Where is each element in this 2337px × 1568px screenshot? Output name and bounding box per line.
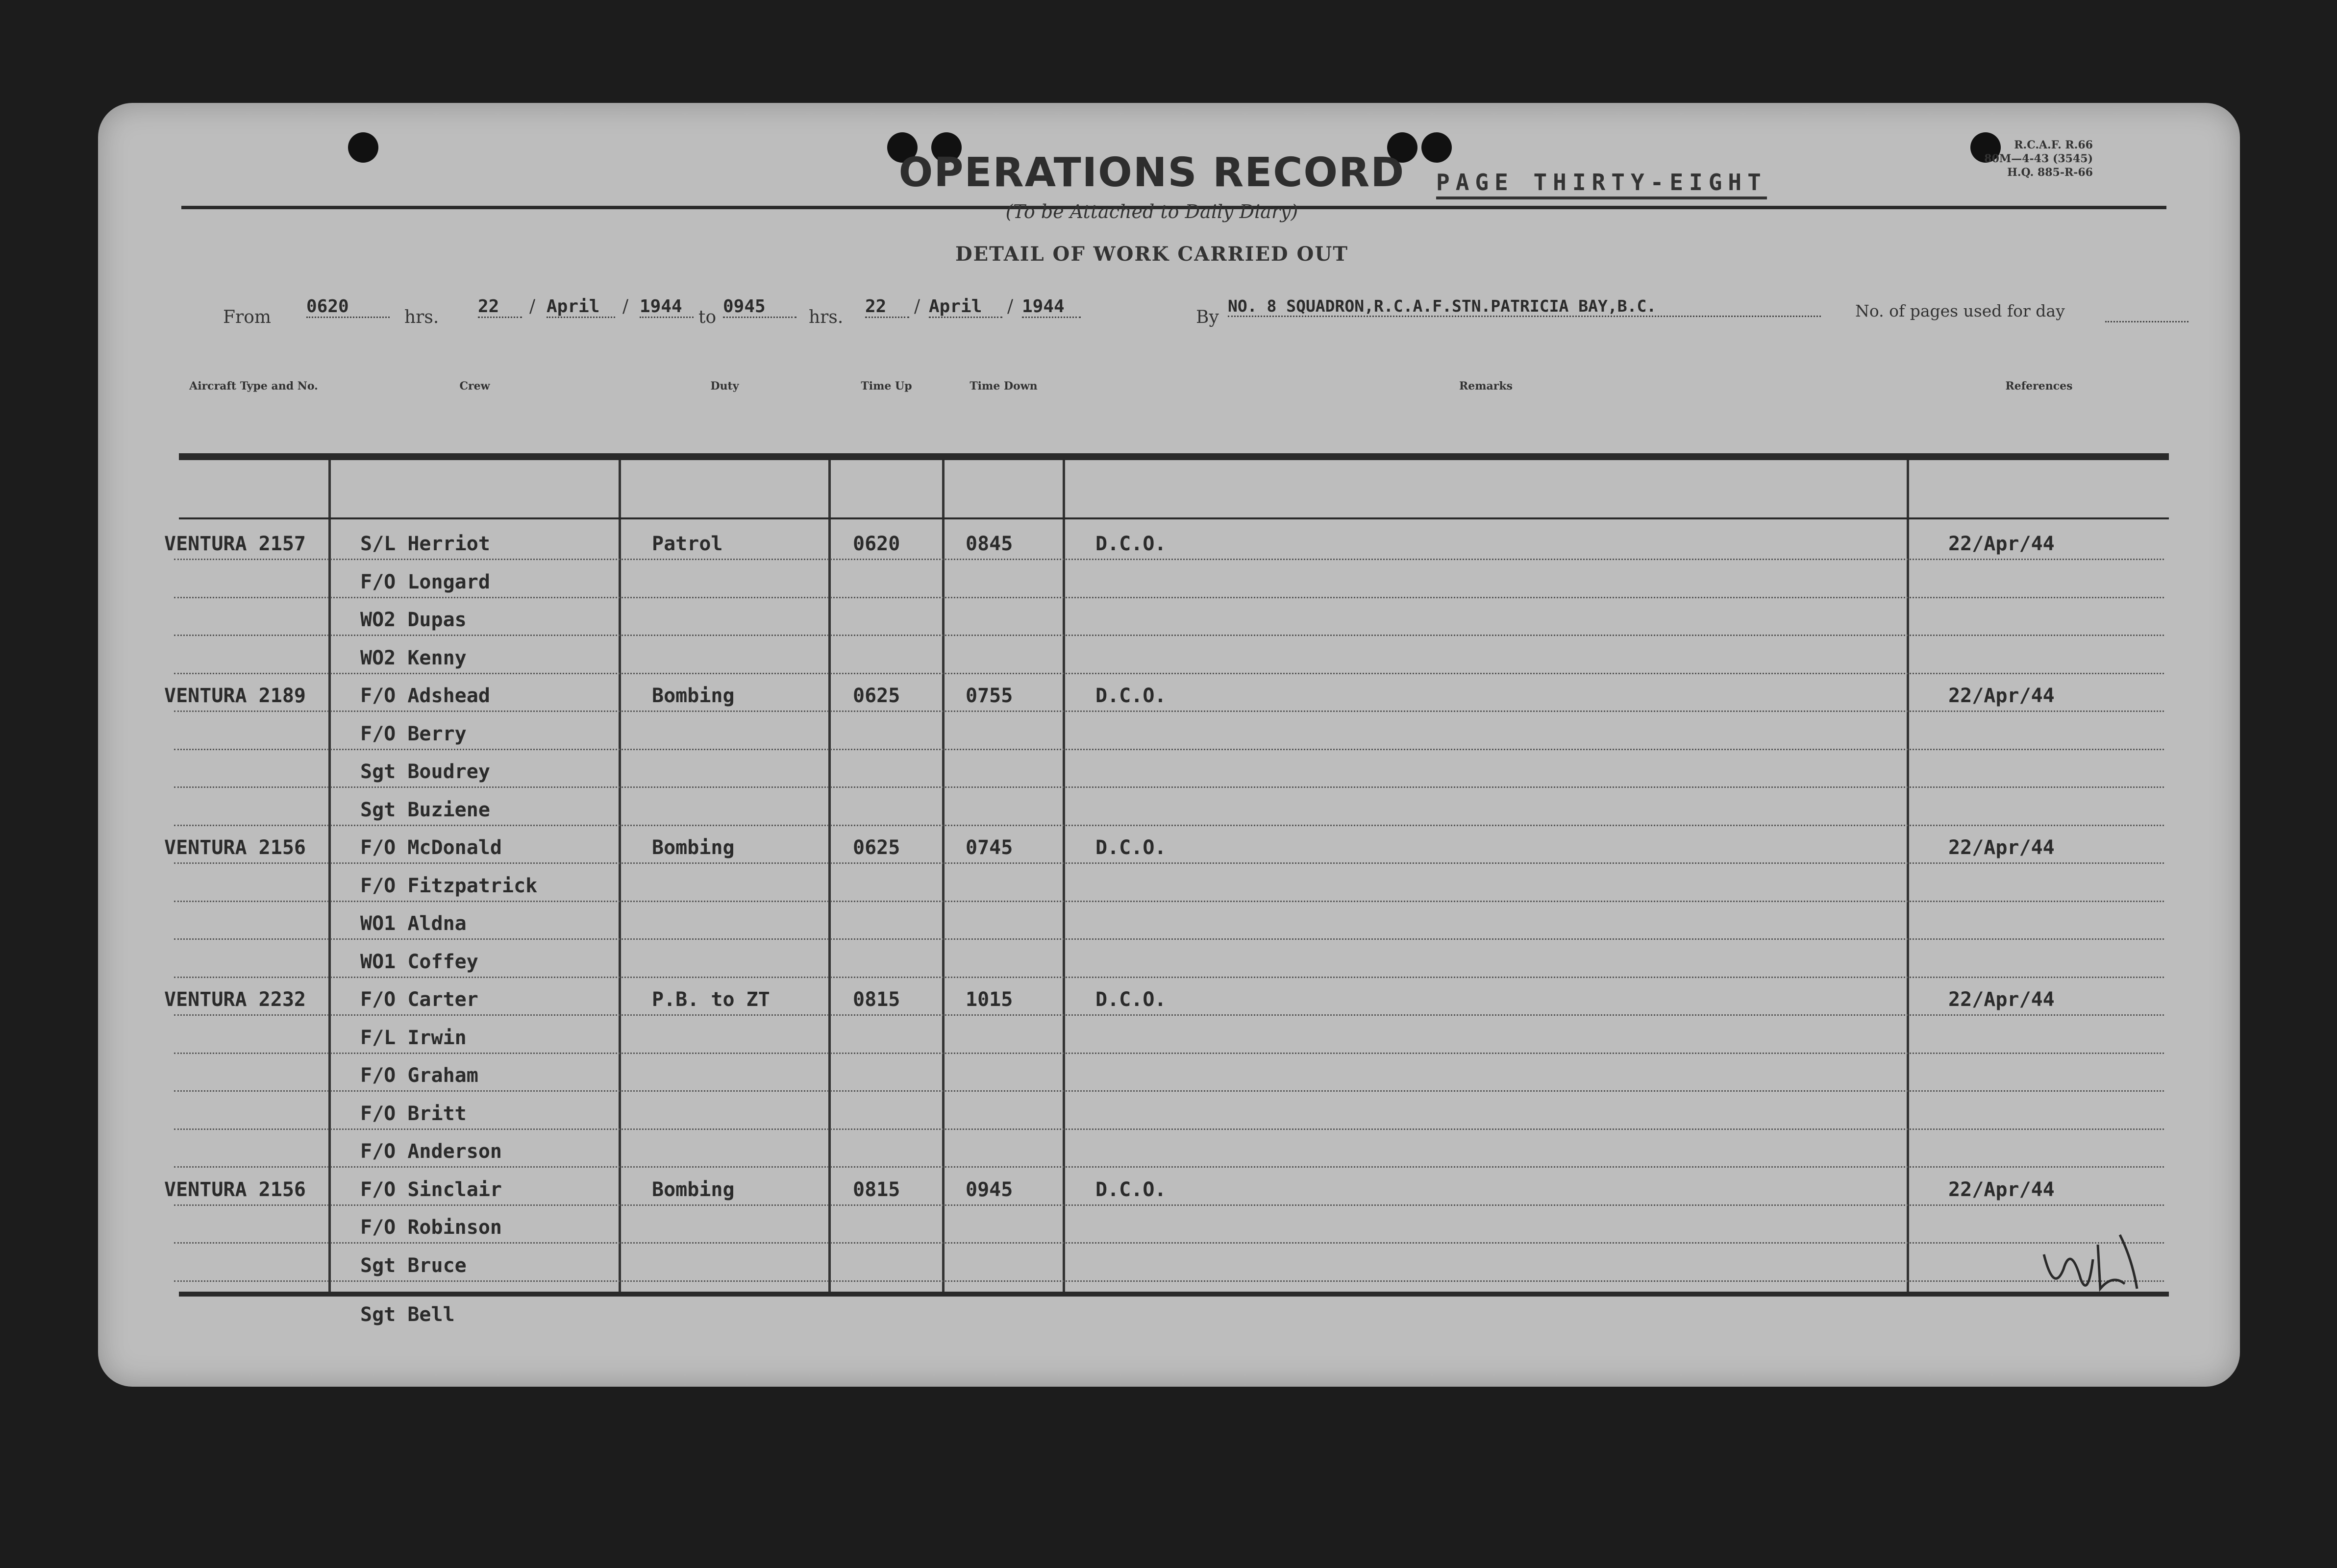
table-row	[174, 1016, 2164, 1054]
cell-down: 0945	[966, 1178, 1013, 1201]
table-row	[174, 1054, 2164, 1092]
pages-used-blank	[2105, 311, 2188, 322]
cell-crew: Sgt Boudrey	[360, 760, 490, 783]
table-row	[164, 1168, 2164, 1206]
form-reference: R.C.A.F. R.66 80M—4-43 (3545) H.Q. 885-R-66	[1984, 139, 2093, 179]
table-row	[174, 940, 2164, 978]
to-time: 0945	[723, 296, 796, 318]
cell-ref: 22/Apr/44	[1948, 1178, 2055, 1201]
form-title: OPERATIONS RECORD	[898, 149, 1405, 196]
cell-up: 0625	[853, 836, 900, 859]
cell-crew: F/O Adshead	[360, 685, 490, 707]
table-row	[174, 598, 2164, 636]
cell-duty: P.B. to ZT	[652, 988, 770, 1011]
cell-crew: WO1 Aldna	[360, 912, 467, 935]
cell-crew: WO2 Kenny	[360, 646, 467, 669]
cell-remarks: D.C.O.	[1095, 988, 1167, 1011]
cell-crew: F/O Longard	[360, 570, 490, 593]
table-row	[164, 978, 2164, 1016]
cell-aircraft: VENTURA 2157	[164, 533, 306, 555]
cell-remarks: D.C.O.	[1095, 533, 1167, 555]
cell-remarks: D.C.O.	[1095, 836, 1167, 859]
extra-crew: Sgt Bell	[360, 1303, 455, 1326]
cell-crew: F/O Carter	[360, 988, 478, 1011]
table-row	[164, 522, 2164, 560]
punch-hole	[348, 132, 378, 163]
cell-down: 0755	[966, 685, 1013, 707]
cell-duty: Patrol	[652, 533, 723, 555]
cell-up: 0625	[853, 685, 900, 707]
cell-remarks: D.C.O.	[1095, 1178, 1167, 1201]
col-references: References	[2005, 380, 2073, 392]
cell-crew: S/L Herriot	[360, 533, 490, 555]
cell-crew: F/O Graham	[360, 1064, 478, 1087]
to-day: 22	[865, 296, 909, 318]
table-row	[164, 674, 2164, 712]
cell-down: 0745	[966, 836, 1013, 859]
cell-remarks: D.C.O.	[1095, 685, 1167, 707]
cell-crew: WO1 Coffey	[360, 950, 478, 973]
signature-initials	[2034, 1215, 2142, 1298]
cell-crew: F/O Sinclair	[360, 1178, 502, 1201]
cell-down: 1015	[966, 988, 1013, 1011]
cell-crew: F/O McDonald	[360, 836, 502, 859]
from-time: 0620	[306, 296, 390, 318]
cell-aircraft: VENTURA 2232	[164, 988, 306, 1011]
table-row	[174, 1129, 2164, 1168]
cell-up: 0815	[853, 988, 900, 1011]
cell-crew: F/O Berry	[360, 722, 467, 745]
cell-ref: 22/Apr/44	[1948, 685, 2055, 707]
header-rule	[179, 517, 2169, 519]
table-row	[174, 788, 2164, 826]
col-remarks: Remarks	[1459, 380, 1513, 392]
to-year: 1944	[1022, 296, 1081, 318]
table-row	[164, 826, 2164, 864]
cell-crew: F/O Robinson	[360, 1216, 502, 1239]
cell-duty: Bombing	[652, 1178, 735, 1201]
col-crew: Crew	[459, 380, 490, 392]
table-row	[174, 1244, 2164, 1282]
table-row	[174, 560, 2164, 598]
table-row	[174, 712, 2164, 750]
cell-down: 0845	[966, 533, 1013, 555]
table-bottom-rule	[179, 1292, 2169, 1297]
cell-crew: Sgt Buziene	[360, 798, 490, 821]
squadron: NO. 8 SQUADRON,R.C.A.F.STN.PATRICIA BAY,B.C.	[1228, 296, 1821, 317]
table-row	[174, 1092, 2164, 1130]
from-year: 1944	[640, 296, 694, 318]
cell-aircraft: VENTURA 2156	[164, 1178, 306, 1201]
table-row	[174, 636, 2164, 674]
cell-up: 0815	[853, 1178, 900, 1201]
cell-crew: F/O Anderson	[360, 1140, 502, 1163]
cell-crew: WO2 Dupas	[360, 609, 467, 631]
cell-duty: Bombing	[652, 685, 735, 707]
table-row	[174, 750, 2164, 788]
col-aircraft: Aircraft Type and No.	[189, 380, 318, 392]
from-day: 22	[478, 296, 522, 318]
cell-ref: 22/Apr/44	[1948, 988, 2055, 1011]
table-top-rule	[179, 453, 2169, 460]
col-duty: Duty	[710, 380, 739, 392]
cell-up: 0620	[853, 533, 900, 555]
period-line: From 0620 hrs. 22 / April / 1944 to 0945 hrs. 22 / April / 1944 By NO. 8 SQUADRON,R.C.A.F.STN.PATRICIA BAY,B.C. No. of pages used for day	[125, 296, 2159, 336]
col-time-down: Time Down	[970, 380, 1038, 392]
cell-crew: F/O Britt	[360, 1102, 467, 1125]
cell-crew: F/O Fitzpatrick	[360, 874, 538, 897]
cell-aircraft: VENTURA 2189	[164, 685, 306, 707]
table-row	[174, 1205, 2164, 1244]
cell-aircraft: VENTURA 2156	[164, 836, 306, 859]
cell-crew: F/L Irwin	[360, 1026, 467, 1049]
cell-crew: Sgt Bruce	[360, 1254, 467, 1277]
cell-ref: 22/Apr/44	[1948, 836, 2055, 859]
table-row	[174, 864, 2164, 902]
to-month: April	[929, 296, 1002, 318]
col-time-up: Time Up	[861, 380, 912, 392]
cell-ref: 22/Apr/44	[1948, 533, 2055, 555]
table-row	[174, 902, 2164, 940]
detail-heading: DETAIL OF WORK CARRIED OUT	[955, 243, 1349, 266]
from-month: April	[547, 296, 615, 318]
form-subtitle: (To be Attached to Daily Diary)	[1005, 201, 1298, 222]
cell-duty: Bombing	[652, 836, 735, 859]
page-number: PAGE THIRTY-EIGHT	[1436, 169, 1767, 199]
